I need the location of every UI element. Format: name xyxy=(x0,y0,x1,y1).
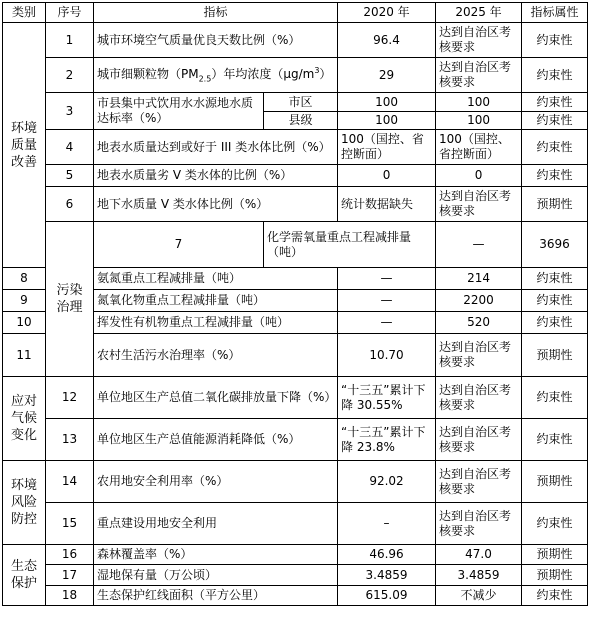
indicator-cell: 单位地区生产总值二氧化碳排放量下降（%） xyxy=(94,377,338,419)
attribute-cell: 约束性 xyxy=(522,268,588,290)
attribute-cell: 约束性 xyxy=(522,112,588,130)
value-2020: – xyxy=(338,503,436,545)
value-2020: 29 xyxy=(338,58,436,93)
value-2020: — xyxy=(338,290,436,312)
indicator-cell: 森林覆盖率（%） xyxy=(94,545,338,565)
header-category: 类别 xyxy=(3,3,46,23)
value-2025: 达到自治区考核要求 xyxy=(436,419,522,461)
indicator-cell: 氨氮重点工程减排量（吨） xyxy=(94,268,338,290)
attribute-cell: 预期性 xyxy=(522,461,588,503)
attribute-cell: 约束性 xyxy=(522,290,588,312)
category-env: 环境 质量 改善 xyxy=(3,23,46,268)
indicator-cell: 农村生活污水治理率（%） xyxy=(94,334,338,377)
indicator-cell: 生态保护红线面积（平方公里） xyxy=(94,586,338,606)
value-2020: — xyxy=(436,222,522,268)
row-number: 15 xyxy=(46,503,94,545)
value-2020: “十三五”累计下降 30.55% xyxy=(338,377,436,419)
value-2020: 100 xyxy=(338,112,436,130)
row-number: 10 xyxy=(3,312,46,334)
attribute-cell: 预期性 xyxy=(522,545,588,565)
indicator-cell: 重点建设用地安全利用 xyxy=(94,503,338,545)
value-2020: 100（国控、省控断面） xyxy=(338,130,436,165)
value-2020: — xyxy=(338,312,436,334)
row-number: 5 xyxy=(46,165,94,187)
attribute-cell: 约束性 xyxy=(522,419,588,461)
value-2025: 达到自治区考核要求 xyxy=(436,377,522,419)
attribute-cell: 约束性 xyxy=(522,377,588,419)
sub-indicator-county: 县级 xyxy=(264,112,338,130)
table-row xyxy=(3,419,588,461)
value-2025: 达到自治区考核要求 xyxy=(436,23,522,58)
row-number: 7 xyxy=(94,222,264,268)
category-pollution: 污染 治理 xyxy=(46,222,94,377)
row-number: 14 xyxy=(46,461,94,503)
table-row xyxy=(3,503,588,545)
value-2020: — xyxy=(338,268,436,290)
value-2025: 100（国控、省控断面） xyxy=(436,130,522,165)
indicator-cell: 湿地保有量（万公顷） xyxy=(94,565,338,586)
table-row xyxy=(3,461,588,503)
attribute-cell: 预期性 xyxy=(522,565,588,586)
attribute-cell: 预期性 xyxy=(522,334,588,377)
attribute-cell: 约束性 xyxy=(522,165,588,187)
value-2025: 达到自治区考核要求 xyxy=(436,187,522,222)
indicator-cell: 挥发性有机物重点工程减排量（吨） xyxy=(94,312,338,334)
value-2025: 3.4859 xyxy=(436,565,522,586)
attribute-cell: 约束性 xyxy=(522,503,588,545)
indicator-cell: 地下水质量 V 类水体比例（%） xyxy=(94,187,338,222)
value-2020: 615.09 xyxy=(338,586,436,606)
row-number: 3 xyxy=(46,93,94,130)
indicator-cell: 农用地安全利用率（%） xyxy=(94,461,338,503)
table-row xyxy=(3,130,588,165)
value-2025: 不减少 xyxy=(436,586,522,606)
value-2025: 3696 xyxy=(522,222,588,268)
value-2020: 96.4 xyxy=(338,23,436,58)
value-2025: 达到自治区考核要求 xyxy=(436,461,522,503)
indicator-cell: 城市细颗粒物$(PM_{2.5})$年均浓度$(\mu g/m^3)$ xyxy=(94,58,338,93)
indicator-cell: 市县集中式饮用水水源地水质达标率（%） xyxy=(94,93,264,130)
table-row xyxy=(3,222,588,268)
value-2025: 47.0 xyxy=(436,545,522,565)
value-2025: 达到自治区考核要求 xyxy=(436,58,522,93)
category-risk: 环境 风险 防控 xyxy=(3,461,46,545)
value-2020: “十三五”累计下降 23.8% xyxy=(338,419,436,461)
sub-indicator-city: 市区 xyxy=(264,93,338,112)
header-2025: 2025 年 xyxy=(436,3,522,23)
value-2020: 92.02 xyxy=(338,461,436,503)
header-row xyxy=(3,3,588,23)
table-row xyxy=(3,187,588,222)
indicator-cell: 氮氧化物重点工程减排量（吨） xyxy=(94,290,338,312)
row-number: 18 xyxy=(46,586,94,606)
value-2020: 3.4859 xyxy=(338,565,436,586)
value-2020: 100 xyxy=(338,93,436,112)
attribute-cell: 预期性 xyxy=(522,187,588,222)
value-2020: 46.96 xyxy=(338,545,436,565)
value-2025: 达到自治区考核要求 xyxy=(436,503,522,545)
header-attribute: 指标属性 xyxy=(522,3,588,23)
row-number: 11 xyxy=(3,334,46,377)
attribute-cell: 约束性 xyxy=(522,586,588,606)
row-number: 9 xyxy=(3,290,46,312)
row-number: 6 xyxy=(46,187,94,222)
table-row xyxy=(3,23,588,58)
attribute-cell: 约束性 xyxy=(522,58,588,93)
row-number: 2 xyxy=(46,58,94,93)
category-climate: 应对 气候 变化 xyxy=(3,377,46,461)
header-2020: 2020 年 xyxy=(338,3,436,23)
indicator-table xyxy=(2,2,588,606)
attribute-cell: 约束性 xyxy=(522,130,588,165)
indicator-cell: 城市环境空气质量优良天数比例（%） xyxy=(94,23,338,58)
indicator-cell: 地表水质量劣 V 类水体的比例（%） xyxy=(94,165,338,187)
value-2025: 0 xyxy=(436,165,522,187)
value-2020: 0 xyxy=(338,165,436,187)
attribute-cell: 约束性 xyxy=(522,312,588,334)
value-2025: 100 xyxy=(436,112,522,130)
attribute-cell: 约束性 xyxy=(522,93,588,112)
header-number: 序号 xyxy=(46,3,94,23)
row-number: 12 xyxy=(46,377,94,419)
value-2025: 520 xyxy=(436,312,522,334)
category-eco: 生态 保护 xyxy=(3,545,46,606)
row-number: 17 xyxy=(46,565,94,586)
row-number: 8 xyxy=(3,268,46,290)
row-number: 13 xyxy=(46,419,94,461)
value-2025: 达到自治区考核要求 xyxy=(436,334,522,377)
table-row xyxy=(3,58,588,93)
indicator-cell: 单位地区生产总值能源消耗降低（%） xyxy=(94,419,338,461)
indicator-cell: 化学需氧量重点工程减排量（吨） xyxy=(264,222,436,268)
value-2025: 100 xyxy=(436,93,522,112)
table-row xyxy=(3,565,588,586)
table-row xyxy=(3,586,588,606)
row-number: 16 xyxy=(46,545,94,565)
table-row xyxy=(3,93,588,112)
value-2020: 10.70 xyxy=(338,334,436,377)
table-row xyxy=(3,545,588,565)
table-row xyxy=(3,165,588,187)
value-2020: 统计数据缺失 xyxy=(338,187,436,222)
table-row xyxy=(3,377,588,419)
value-2025: 214 xyxy=(436,268,522,290)
attribute-cell: 约束性 xyxy=(522,23,588,58)
indicator-cell: 地表水质量达到或好于 III 类水体比例（%） xyxy=(94,130,338,165)
header-indicator: 指标 xyxy=(94,3,338,23)
row-number: 4 xyxy=(46,130,94,165)
row-number: 1 xyxy=(46,23,94,58)
value-2025: 2200 xyxy=(436,290,522,312)
